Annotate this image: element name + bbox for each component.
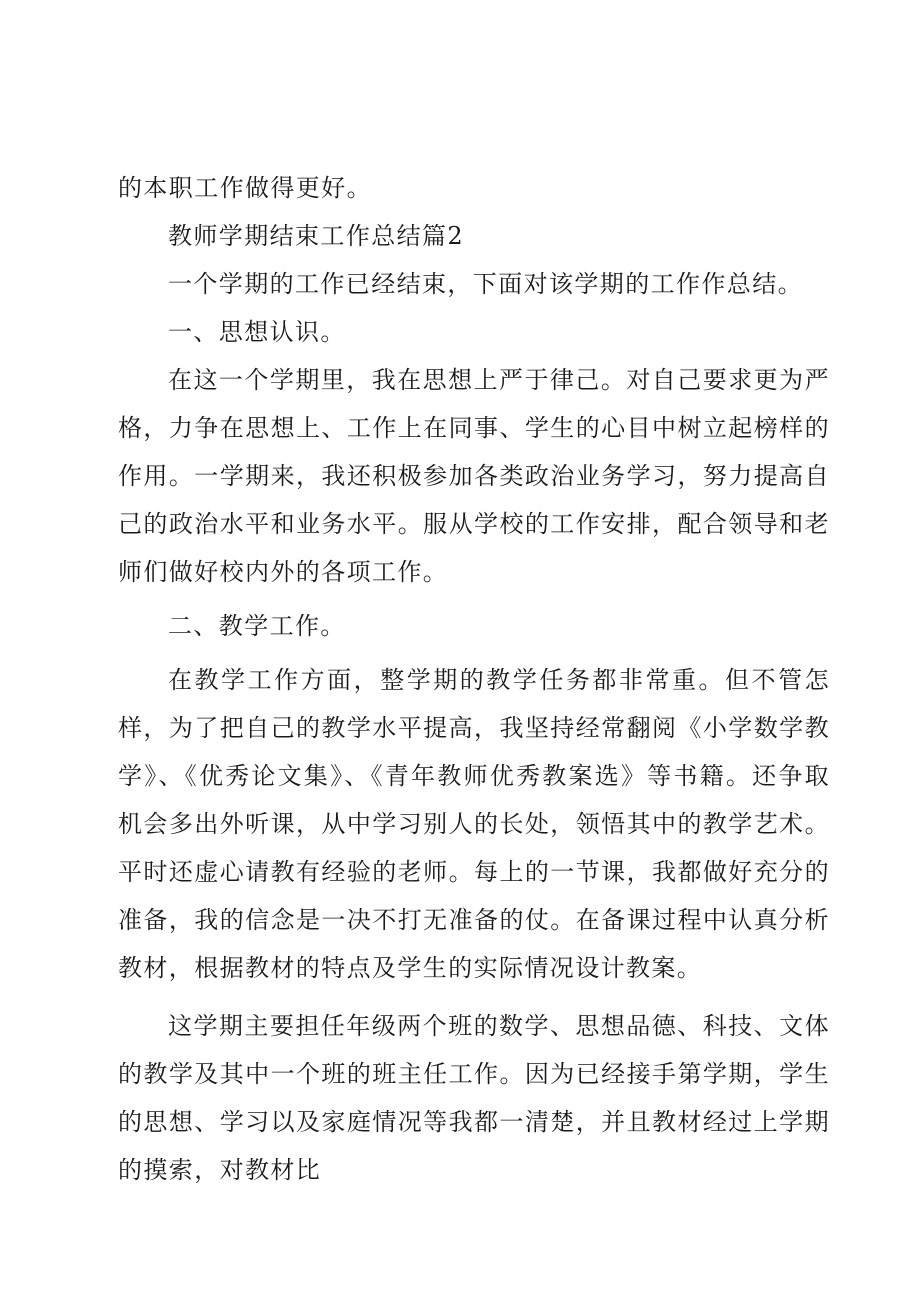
section-title: 教师学期结束工作总结篇2 <box>168 222 465 250</box>
paragraph-duties: 这学期主要担任年级两个班的数学、思想品德、科技、文体的教学及其中一个班的班主任工作。因为已经接手第学期，学生的思想、学习以及家庭情况等我都一清楚，并且教材经过上学期的摸索，对教材比 <box>118 1012 830 1184</box>
heading-thought: 一、思想认识。 <box>168 318 346 346</box>
heading-teaching: 二、教学工作。 <box>168 612 346 640</box>
intro-paragraph: 一个学期的工作已经结束，下面对该学期的工作作总结。 <box>168 270 803 298</box>
paragraph-continuation: 的本职工作做得更好。 <box>118 174 372 202</box>
document-body <box>118 164 830 1194</box>
paragraph-thought: 在这一个学期里，我在思想上严于律己。对自己要求更为严格，力争在思想上、工作上在同事、学生的心目中树立起榜样的作用。一学期来，我还积极参加各类政治业务学习，努力提高自己的政治水平和业务水平。服从学校的工作安排，配合领导和老师们做好校内外的各项工作。 <box>118 366 830 586</box>
paragraph-teaching: 在教学工作方面，整学期的教学任务都非常重。但不管怎样，为了把自己的教学水平提高，我坚持经常翻阅《小学数学教学》、《优秀论文集》、《青年教师优秀教案选》等书籍。还争取机会多出外听课，从中学习别人的长处，领悟其中的教学艺术。平时还虚心请教有经验的老师。每上的一节课，我都做好充分的准备，我的信念是一决不打无准备的仗。在备课过程中认真分析教材，根据教材的特点及学生的实际情况设计教案。 <box>118 666 830 982</box>
